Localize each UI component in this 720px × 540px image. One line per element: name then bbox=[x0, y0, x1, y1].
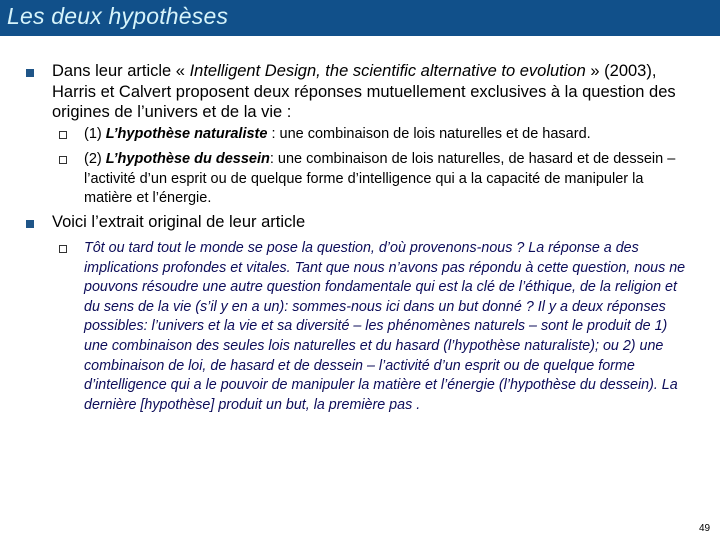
hypothesis-1-text: : une combinaison de lois naturelles et de hasard. bbox=[267, 126, 591, 142]
filled-square-bullet-icon bbox=[26, 220, 34, 228]
hollow-square-bullet-icon bbox=[59, 245, 67, 253]
article-title: Intelligent Design, the scientific alternative to evolution bbox=[189, 62, 586, 80]
hollow-square-bullet-icon bbox=[59, 131, 67, 139]
hypothesis-2-text: : une combinaison de lois naturelles, de hasard et de dessein – l’activité d’un esprit ou de quelque forme d’intelligence qui a la capacité de manipuler la matière et l’énergie. bbox=[84, 151, 676, 206]
title-bar bbox=[0, 0, 720, 36]
bullet-1-text-pre: Dans leur article « bbox=[52, 62, 190, 80]
hypothesis-2-prefix: (2) bbox=[84, 151, 106, 167]
hollow-square-bullet-icon bbox=[59, 156, 67, 164]
slide-title: Les deux hypothèses bbox=[7, 3, 229, 29]
page-number: 49 bbox=[699, 523, 711, 534]
filled-square-bullet-icon bbox=[26, 69, 34, 77]
bullet-1-text bbox=[52, 61, 692, 123]
hypothesis-1-prefix: (1) bbox=[84, 126, 106, 142]
article-quote: Tôt ou tard tout le monde se pose la question, d’où provenons-nous ? La réponse a des implications profondes et vitales. Tant que nous n’avons pas répondu à cette question, nous ne pouvons résoudre une autre question fondamentale qui est la clé de l’éthique, de la religion et du sens de la vie (s’il y en a un): sommes-nous ici dans un but donné ? Il y a deux réponses possibles: l’univers et la vie et sa diversité – les phénomènes naturels – sont le produit de 1) une combinaison des seules lois naturelles et du hasard (l’hypothèse naturaliste); ou 2) une combinaison de loi, de hasard et de dessein – l’activité d’un esprit ou de quelque forme d’intelligence qui a le pouvoir de manipuler la matière et l’énergie (l’hypothèse du dessein). La dernière [hypothèse] produit un but, la première pas . bbox=[84, 240, 686, 413]
bullet-2-text: Voici l’extrait original de leur article bbox=[52, 213, 306, 231]
hypothesis-1-name: L’hypothèse naturaliste bbox=[105, 126, 268, 142]
hypothesis-2-name: L’hypothèse du dessein bbox=[105, 151, 270, 167]
hypothesis-1 bbox=[84, 125, 684, 145]
bullet-1-text-post: » (2003), Harris et Calvert proposent deux réponses mutuellement exclusives à la question des origines de l’univers et de la vie : bbox=[52, 62, 676, 121]
hypothesis-2 bbox=[84, 150, 684, 209]
